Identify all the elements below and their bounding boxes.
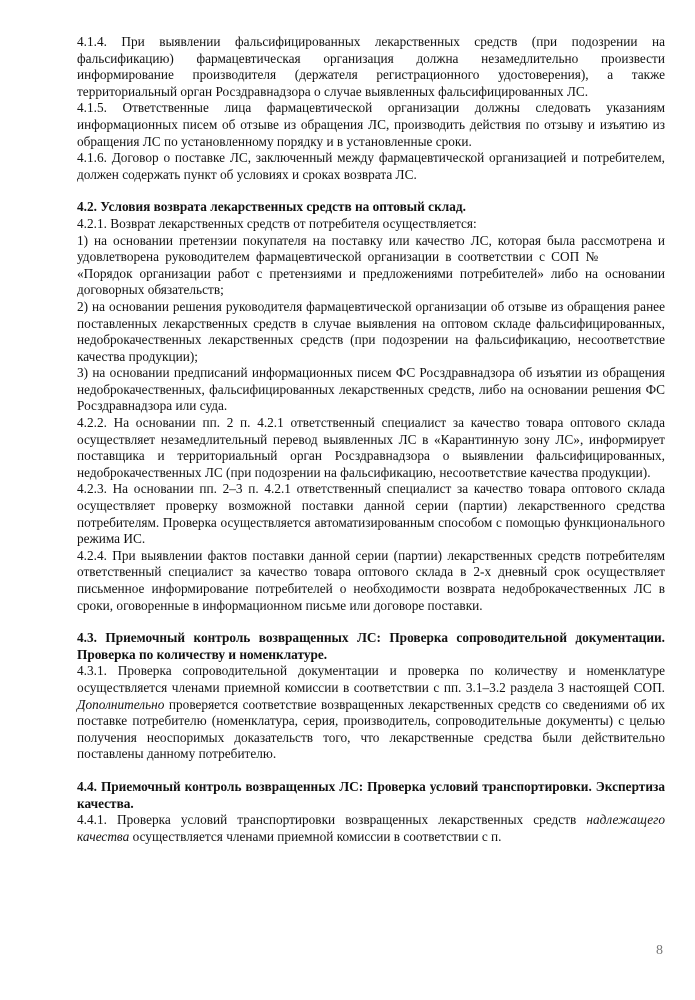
paragraph-4-2-2: 4.2.2. На основании пп. 2 п. 4.2.1 ответственный специалист за качество товара оптового склада осуществляет незамедлительный перевод выявленных ЛС в «Карантинную зону ЛС», информирует поставщика и территориальный орган Росздравнадзора о выявлении фальсифицированных, недоброкачественных ЛС (при подозрении на фальсификацию, несоответствие качества продукции). (77, 415, 665, 480)
list-item-1-text: 1) на основании претензии покупателя на поставку или качество ЛС, которая была рассмотрена и удовлетворена руководителем фармацевтической организации в соответствии с СОП № (77, 232, 665, 265)
paragraph-4-4-1-text-continued: осуществляется членами приемной комиссии в соответствии с п. (132, 828, 502, 844)
paragraph-4-2-4: 4.2.4. При выявлении фактов поставки данной серии (партии) лекарственных средств потребителям ответственный специалист за качество товара оптового склада в 2-х дневный срок осуществляет письменное информирование потребителей о необходимости возврата недоброкачественных ЛС в сроки, оговоренные в информационном письме или договоре поставки. (77, 547, 665, 613)
section-heading-4-4: 4.4. Приемочный контроль возвращенных ЛС: Проверка условий транспортировки. Экспертиза качества. (77, 778, 665, 811)
page-content (77, 34, 665, 845)
paragraph-4-4-1-text: 4.4.1. Проверка условий транспортировки возвращенных лекарственных средств (77, 812, 577, 828)
paragraph-4-3-1-text-continued: проверяется соответствие возвращенных лекарственных средств со сведениями об их поставке потребителю (номенклатура, серия, производитель, сопроводительные документы) с целью получения неоспоримых доказательств того, что лекарственные средства были действительно поставлены данному потребителю. (77, 696, 666, 762)
section-heading-4-3: 4.3. Приемочный контроль возвращенных ЛС: Проверка сопроводительной документации. Проверка по количеству и номенклатуре. (77, 630, 665, 662)
paragraph-4-1-4: 4.1.4. При выявлении фальсифицированных лекарственных средств (при подозрении на фальсификацию) фармацевтическая организация должна незамедлительно произвести информирование производителя (держателя регистрационного удостоверения), а также территориальный орган Росздравнадзора о случае выявленных фальсифицированных ЛС. (77, 34, 665, 99)
list-item-1-text-continued: «Порядок организации работ с претензиями и предложениями потребителей» либо на основании договорных обязательств; (77, 265, 665, 298)
paragraph-4-2-1: 4.2.1. Возврат лекарственных средств от потребителя осуществляется: (77, 215, 477, 231)
section-heading-4-2: 4.2. Условия возврата лекарственных средств на оптовый склад. (77, 199, 466, 215)
list-item-3: 3) на основании предписаний информационных писем ФС Росздравнадзора об изъятии из обращения недоброкачественных, фальсифицированных лекарственных средств, либо на основании решения ФС Росздравнадзора или суда. (77, 365, 665, 414)
page-number: 8 (656, 943, 663, 958)
paragraph-4-3-1 (77, 663, 665, 763)
list-item-2: 2) на основании решения руководителя фармацевтической организации об отзыве из обращения ранее поставленных лекарственных средств в случае выявления на оптовом складе фальсифицированных, недоброкачественных лекарственных средств (при подозрении на фальсификацию, несоответствие качества продукции); (77, 298, 665, 364)
paragraph-4-1-5: 4.1.5. Ответственные лица фармацевтической организации должны следовать указаниям информационных писем об отзыве из обращения ЛС, производить действия по отзыву и изъятию из обращения ЛС по установленному порядку и в установленные сроки. (77, 100, 665, 149)
emphasis-proper-quality: надлежащего качества (77, 812, 666, 844)
paragraph-4-1-6: 4.1.6. Договор о поставке ЛС, заключенный между фармацевтической организацией и потребителем, должен содержать пункт об условиях и сроках возврата ЛС. (77, 150, 665, 182)
paragraph-4-2-3: 4.2.3. На основании пп. 2–3 п. 4.2.1 ответственный специалист за качество товара оптового склада осуществляет проверку возможной поставки данной серии (партии) лекарственного средства потребителям. Проверка осуществляется автоматизированным способом с помощью функционального режима ИС. (77, 481, 665, 547)
emphasis-additionally: Дополнительно (77, 696, 165, 712)
list-item-1 (77, 233, 665, 299)
paragraph-4-3-1-text: 4.3.1. Проверка сопроводительной документации и проверка по количеству и номенклатуре осуществляется членами приемной комиссии в соответствии с пп. 3.1–3.2 раздела 3 настоящей СОП. (77, 663, 665, 695)
paragraph-4-4-1 (77, 812, 665, 845)
